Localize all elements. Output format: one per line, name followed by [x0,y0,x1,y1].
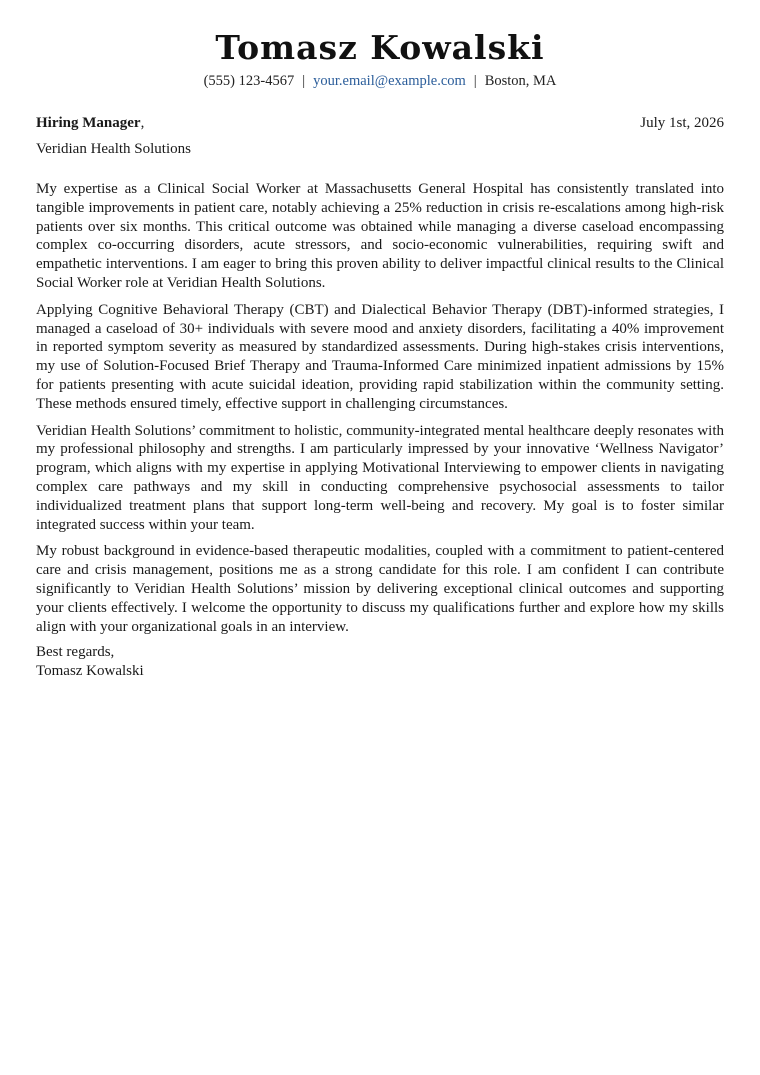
body-paragraph: My expertise as a Clinical Social Worker at Massachusetts General Hospital has consistently translated into tangible improvements in patient care, notably achieving a 25% reduction in crisis re-escalations among high-risk patients over six months. This critical outcome was obtained while managing a diverse caseload encompassing complex co-occurring disorders, acute stressors, and socio-economic vulnerabilities, requiring swift and empathetic interventions. I am eager to bring this proven ability to deliver impactful clinical results to the Clinical Social Worker role at Veridian Health Solutions. [36,181,724,291]
body-paragraph: My robust background in evidence-based therapeutic modalities, coupled with a commitment to patient-centered care and crisis management, positions me as a strong candidate for this role. I am confident I can contribute significantly to Veridian Health Solutions’ mission by delivering exceptional clinical outcomes and supporting your clients effectively. I welcome the opportunity to discuss my qualifications further and explore how my skills align with your organizational goals in an interview. [36,543,724,635]
contact-separator: | [473,73,477,89]
letter-date: July 1st, 2026 [640,115,724,131]
recipient-greeting [36,114,144,133]
email-link[interactable]: your.email@example.com [313,73,466,89]
contact-separator: | [302,73,306,89]
body-paragraph: Applying Cognitive Behavioral Therapy (CBT) and Dialectical Behavior Therapy (DBT)-informed strategies, I managed a caseload of 30+ individuals with severe mood and anxiety disorders, facilitating a 40% improvement in reported symptom severity as measured by standardized assessments. During high-stakes crisis interventions, my use of Solution-Focused Brief Therapy and Trauma-Informed Care minimized inpatient admissions by 15% for patients presenting with acute suicidal ideation, providing rapid stabilization within the community setting. These methods ensured timely, effective support in challenging circumstances. [36,301,724,412]
closing-salutation: Best regards, [36,644,115,660]
recipient-punct: , [140,115,145,131]
contact-line [0,73,760,90]
letter-body [36,180,724,644]
applicant-name: Tomasz Kowalski [215,28,545,67]
closing-signature: Tomasz Kowalski [36,663,144,679]
phone-number: (555) 123-4567 [203,73,295,89]
recipient-row [36,114,724,133]
location: Boston, MA [484,73,557,89]
closing-block [36,643,144,681]
recipient-name: Hiring Manager [36,115,141,131]
body-paragraph: Veridian Health Solutions’ commitment to holistic, community-integrated mental healthcare deeply resonates with my professional philosophy and strengths. I am particularly impressed by your innovative ‘Wellness Navigator’ program, which aligns with my expertise in applying Motivational Interviewing to empower clients in navigating complex care pathways and my skill in conducting comprehensive psychosocial assessments to tailor individualized treatment plans that support long-term well-being and recovery. My goal is to foster similar integrated success within your team. [36,422,724,533]
recipient-company: Veridian Health Solutions [36,141,191,157]
